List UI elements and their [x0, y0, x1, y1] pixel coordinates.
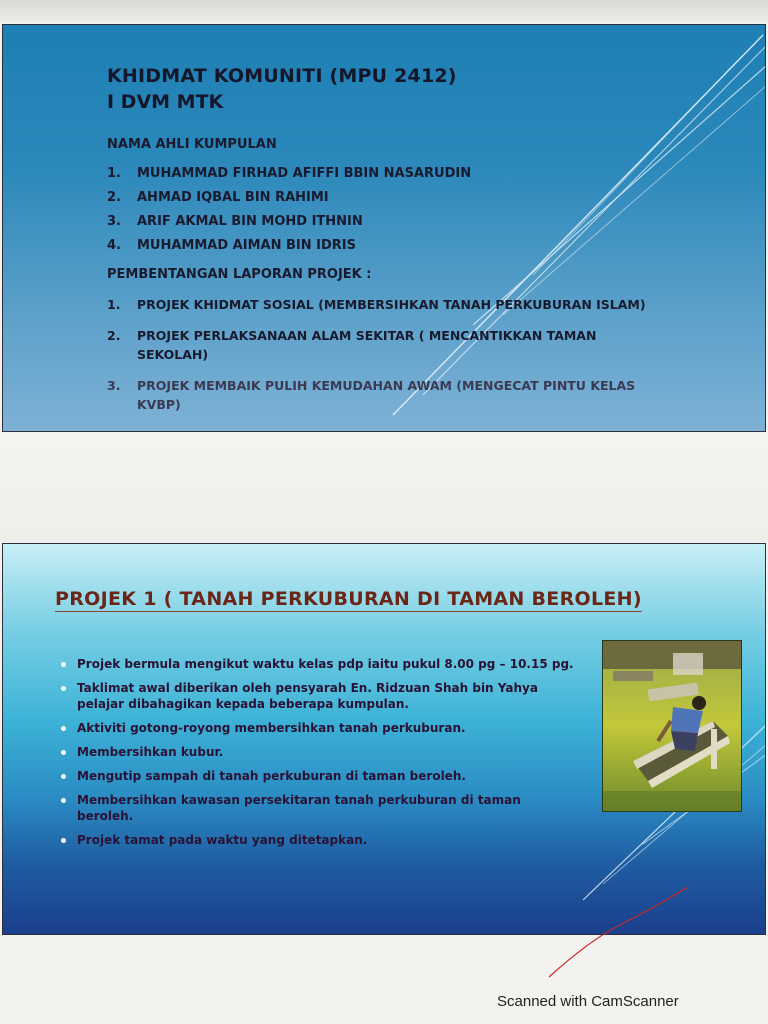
bullet-icon	[61, 838, 66, 843]
list-item: 3. ARIF AKMAL BIN MOHD ITHNIN	[107, 214, 363, 229]
list-item: 4. MUHAMMAD AIMAN BIN IDRIS	[107, 238, 356, 253]
scan-top-edge	[0, 0, 768, 22]
list-item: Taklimat awal diberikan oleh pensyarah En. Ridzuan Shah bin Yahya pelajar dibahagikan kepada beberapa kumpulan.	[59, 680, 579, 712]
list-item: 2. PROJEK PERLAKSANAAN ALAM SEKITAR ( MENCANTIKKAN TAMAN SEKOLAH)	[107, 328, 597, 362]
bullet-icon	[61, 750, 66, 755]
slide-title: PROJEK 1 ( TANAH PERKUBURAN DI TAMAN BEROLEH)	[55, 588, 642, 610]
projects-list	[107, 295, 647, 426]
cemetery-cleanup-photo	[602, 640, 742, 812]
slide-subtitle: I DVM MTK	[107, 91, 224, 113]
list-item: 1. PROJEK KHIDMAT SOSIAL (MEMBERSIHKAN TANAH PERKUBURAN ISLAM)	[107, 297, 646, 312]
list-item: 3. PROJEK MEMBAIK PULIH KEMUDAHAN AWAM (MENGECAT PINTU KELAS KVBP)	[107, 378, 636, 412]
slide-title-page	[2, 24, 766, 432]
slide-title: KHIDMAT KOMUNITI (MPU 2412)	[107, 65, 457, 87]
presentation-heading: PEMBENTANGAN LAPORAN PROJEK :	[107, 267, 372, 282]
list-item: Projek tamat pada waktu yang ditetapkan.	[59, 832, 579, 848]
bullet-icon	[61, 726, 66, 731]
list-item: Mengutip sampah di tanah perkuburan di taman beroleh.	[59, 768, 579, 784]
list-item: Aktiviti gotong-royong membersihkan tanah perkuburan.	[59, 720, 579, 736]
list-item: 2. AHMAD IQBAL BIN RAHIMI	[107, 190, 329, 205]
list-item: Membersihkan kawasan persekitaran tanah perkuburan di taman beroleh.	[59, 792, 579, 824]
bullet-icon	[61, 686, 66, 691]
list-item: 1. MUHAMMAD FIRHAD AFIFFI BBIN NASARUDIN	[107, 166, 472, 181]
scanner-watermark: Scanned with CamScanner	[497, 993, 679, 1010]
activities-list	[59, 656, 579, 856]
bullet-icon	[61, 774, 66, 779]
members-list	[107, 162, 471, 258]
members-heading: NAMA AHLI KUMPULAN	[107, 137, 277, 152]
slide-project-1	[2, 543, 766, 935]
bullet-icon	[61, 798, 66, 803]
list-item: Projek bermula mengikut waktu kelas pdp iaitu pukul 8.00 pg – 10.15 pg.	[59, 656, 579, 672]
page-gap	[0, 432, 768, 542]
list-item: Membersihkan kubur.	[59, 744, 579, 760]
bullet-icon	[61, 662, 66, 667]
